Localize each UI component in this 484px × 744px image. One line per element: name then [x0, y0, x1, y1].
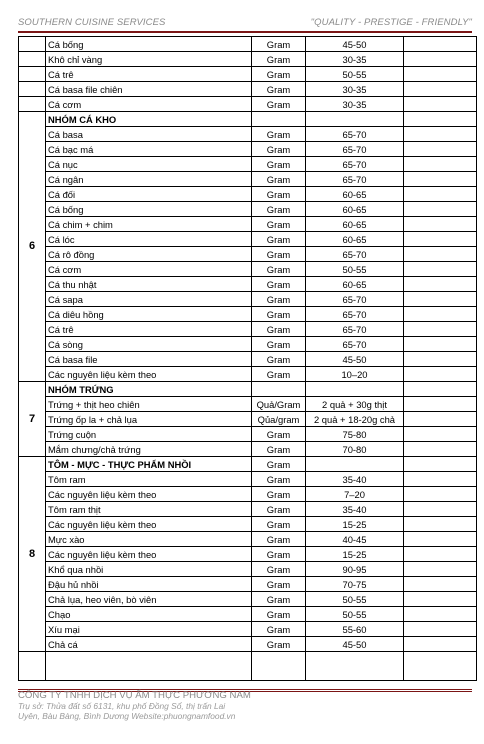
footer-address-line-1: Trụ sở: Thửa đất số 6131, khu phố Đồng Sổ, thị trấn Lai: [18, 701, 226, 711]
item-name: Cá trê: [46, 67, 252, 82]
group-number: 6: [19, 112, 46, 382]
table-row: [19, 67, 477, 82]
table-row: [19, 277, 477, 292]
note-cell: [404, 112, 477, 127]
note-cell: [404, 457, 477, 472]
item-qty: 50-55: [306, 262, 404, 277]
item-name: Trứng ốp la + chả lụa: [46, 412, 252, 427]
item-name: Cá bống: [46, 202, 252, 217]
note-cell: [404, 397, 477, 412]
note-cell: [404, 172, 477, 187]
item-name: Khô chỉ vàng: [46, 52, 252, 67]
item-unit: Gram: [252, 67, 306, 82]
item-unit: Gram: [252, 322, 306, 337]
item-qty: 70-75: [306, 577, 404, 592]
item-qty: 65-70: [306, 322, 404, 337]
group-header-row: [19, 112, 477, 127]
item-unit: Gram: [252, 157, 306, 172]
item-unit: Gram: [252, 442, 306, 457]
item-unit: Gram: [252, 142, 306, 157]
item-qty: 90-95: [306, 562, 404, 577]
table-row: [19, 292, 477, 307]
item-name: Cá basa: [46, 127, 252, 142]
note-cell: [404, 517, 477, 532]
group-header-row: [19, 382, 477, 397]
note-cell: [404, 622, 477, 637]
group-qty: [306, 457, 404, 472]
table-row: [19, 547, 477, 562]
note-cell: [404, 247, 477, 262]
table-row: [19, 637, 477, 652]
item-qty: 35-40: [306, 502, 404, 517]
no-cell: [19, 37, 46, 52]
item-qty: 40-45: [306, 532, 404, 547]
note-cell: [404, 187, 477, 202]
header-left-text: SOUTHERN CUISINE SERVICES: [18, 17, 166, 28]
note-cell: [404, 292, 477, 307]
item-name: Cá diêu hồng: [46, 307, 252, 322]
group-number: 8: [19, 457, 46, 652]
item-qty: 7–20: [306, 487, 404, 502]
note-cell: [404, 67, 477, 82]
table-row: [19, 127, 477, 142]
footer-address-line-2: Uyên, Bàu Bàng, Bình Dương Website:phuongnamfood.vn: [18, 711, 236, 721]
table-row: [19, 412, 477, 427]
table-row: [19, 517, 477, 532]
item-name: Cá nục: [46, 157, 252, 172]
item-qty: 75-80: [306, 427, 404, 442]
item-qty: 60-65: [306, 232, 404, 247]
blank-cell: [19, 652, 46, 681]
note-cell: [404, 487, 477, 502]
note-cell: [404, 442, 477, 457]
item-qty: 10–20: [306, 367, 404, 382]
item-name: Mắm chưng/chả trứng: [46, 442, 252, 457]
header-right-text: "QUALITY - PRESTIGE - FRIENDLY": [310, 17, 472, 28]
group-unit: Gram: [252, 457, 306, 472]
item-name: Cá bạc má: [46, 142, 252, 157]
item-name: Các nguyên liệu kèm theo: [46, 517, 252, 532]
item-qty: 65-70: [306, 247, 404, 262]
item-name: Cá lóc: [46, 232, 252, 247]
note-cell: [404, 577, 477, 592]
group-title: NHÓM TRỨNG: [46, 382, 252, 397]
item-qty: 2 quả + 18-20g chả: [306, 412, 404, 427]
item-name: Đậu hủ nhồi: [46, 577, 252, 592]
table-row: [19, 352, 477, 367]
no-cell: [19, 52, 46, 67]
item-name: Chả cá: [46, 637, 252, 652]
item-qty: 65-70: [306, 172, 404, 187]
group-title: TÔM - MỰC - THỰC PHẨM NHỒI: [46, 457, 252, 472]
note-cell: [404, 52, 477, 67]
item-qty: 65-70: [306, 157, 404, 172]
item-name: Các nguyên liệu kèm theo: [46, 367, 252, 382]
item-unit: Gram: [252, 277, 306, 292]
item-unit: Gram: [252, 532, 306, 547]
table-row: [19, 262, 477, 277]
note-cell: [404, 262, 477, 277]
item-unit: Gram: [252, 427, 306, 442]
table-row: [19, 247, 477, 262]
item-qty: 30-35: [306, 82, 404, 97]
item-unit: Qủa/gram: [252, 412, 306, 427]
item-unit: Gram: [252, 232, 306, 247]
table-row: [19, 322, 477, 337]
group-qty: [306, 112, 404, 127]
footer-company: CÔNG TY TNHH DỊCH VỤ ẨM THỰC PHƯƠNG NAM: [18, 690, 251, 701]
item-unit: Gram: [252, 97, 306, 112]
note-cell: [404, 367, 477, 382]
table-row: [19, 607, 477, 622]
item-name: Xíu mại: [46, 622, 252, 637]
item-name: Khổ qua nhồi: [46, 562, 252, 577]
item-qty: 30-35: [306, 97, 404, 112]
no-cell: [19, 67, 46, 82]
item-unit: Gram: [252, 547, 306, 562]
table-row: [19, 232, 477, 247]
item-unit: Gram: [252, 367, 306, 382]
table-row: [19, 502, 477, 517]
item-unit: Gram: [252, 217, 306, 232]
item-name: Các nguyên liệu kèm theo: [46, 487, 252, 502]
item-unit: Gram: [252, 37, 306, 52]
item-unit: Gram: [252, 472, 306, 487]
note-cell: [404, 532, 477, 547]
item-qty: 30-35: [306, 52, 404, 67]
item-qty: 55-60: [306, 622, 404, 637]
item-name: Cá cơm: [46, 97, 252, 112]
note-cell: [404, 502, 477, 517]
item-name: Cá sòng: [46, 337, 252, 352]
item-qty: 35-40: [306, 472, 404, 487]
table-row: [19, 367, 477, 382]
item-name: Cá chim + chim: [46, 217, 252, 232]
table-row: [19, 592, 477, 607]
item-qty: 65-70: [306, 127, 404, 142]
note-cell: [404, 142, 477, 157]
item-qty: 60-65: [306, 202, 404, 217]
blank-cell: [46, 652, 252, 681]
item-name: Cá basa file: [46, 352, 252, 367]
table-row: [19, 337, 477, 352]
item-name: Tôm ram thịt: [46, 502, 252, 517]
note-cell: [404, 337, 477, 352]
table-row: [19, 217, 477, 232]
item-unit: Gram: [252, 202, 306, 217]
item-name: Chả lụa, heo viên, bò viên: [46, 592, 252, 607]
blank-cell: [252, 652, 306, 681]
note-cell: [404, 277, 477, 292]
note-cell: [404, 82, 477, 97]
table-row: [19, 82, 477, 97]
blank-row: [19, 652, 477, 681]
table-row: [19, 37, 477, 52]
item-qty: 60-65: [306, 277, 404, 292]
page-header: [18, 17, 472, 31]
item-unit: Quả/Gram: [252, 397, 306, 412]
item-unit: Gram: [252, 487, 306, 502]
item-qty: 65-70: [306, 142, 404, 157]
item-name: Cá rô đồng: [46, 247, 252, 262]
item-qty: 15-25: [306, 547, 404, 562]
table-row: [19, 622, 477, 637]
note-cell: [404, 592, 477, 607]
item-unit: Gram: [252, 307, 306, 322]
item-name: Mực xào: [46, 532, 252, 547]
item-unit: Gram: [252, 337, 306, 352]
note-cell: [404, 472, 477, 487]
item-unit: Gram: [252, 502, 306, 517]
note-cell: [404, 217, 477, 232]
group-title: NHÓM CÁ KHO: [46, 112, 252, 127]
item-name: Tôm ram: [46, 472, 252, 487]
item-name: Chạo: [46, 607, 252, 622]
item-unit: Gram: [252, 292, 306, 307]
note-cell: [404, 202, 477, 217]
item-qty: 65-70: [306, 337, 404, 352]
item-name: Cá thu nhật: [46, 277, 252, 292]
table-row: [19, 157, 477, 172]
note-cell: [404, 562, 477, 577]
item-qty: 45-50: [306, 37, 404, 52]
group-unit: [252, 382, 306, 397]
note-cell: [404, 427, 477, 442]
note-cell: [404, 547, 477, 562]
table-row: [19, 142, 477, 157]
no-cell: [19, 82, 46, 97]
table-row: [19, 562, 477, 577]
menu-table-body: [19, 37, 477, 681]
item-qty: 45-50: [306, 352, 404, 367]
note-cell: [404, 127, 477, 142]
note-cell: [404, 37, 477, 52]
header-divider: [18, 31, 472, 33]
table-row: [19, 97, 477, 112]
item-qty: 65-70: [306, 292, 404, 307]
note-cell: [404, 607, 477, 622]
item-unit: Gram: [252, 592, 306, 607]
item-unit: Gram: [252, 262, 306, 277]
item-name: Trứng + thịt heo chiên: [46, 397, 252, 412]
blank-cell: [404, 652, 477, 681]
table-row: [19, 577, 477, 592]
group-unit: [252, 112, 306, 127]
item-unit: Gram: [252, 562, 306, 577]
table-row: [19, 427, 477, 442]
item-name: Cá basa file chiên: [46, 82, 252, 97]
table-row: [19, 202, 477, 217]
table-row: [19, 397, 477, 412]
item-qty: 45-50: [306, 637, 404, 652]
note-cell: [404, 307, 477, 322]
menu-table: [18, 36, 477, 681]
table-row: [19, 487, 477, 502]
table-row: [19, 172, 477, 187]
item-unit: Gram: [252, 172, 306, 187]
page-footer: [18, 690, 251, 721]
item-name: Cá đối: [46, 187, 252, 202]
table-row: [19, 442, 477, 457]
item-unit: Gram: [252, 352, 306, 367]
item-name: Cá cơm: [46, 262, 252, 277]
item-qty: 50-55: [306, 592, 404, 607]
no-cell: [19, 97, 46, 112]
item-qty: 70-80: [306, 442, 404, 457]
item-unit: Gram: [252, 577, 306, 592]
item-unit: Gram: [252, 622, 306, 637]
table-row: [19, 532, 477, 547]
item-unit: Gram: [252, 517, 306, 532]
table-row: [19, 187, 477, 202]
item-name: Cá bống: [46, 37, 252, 52]
item-unit: Gram: [252, 52, 306, 67]
item-unit: Gram: [252, 247, 306, 262]
item-unit: Gram: [252, 127, 306, 142]
item-unit: Gram: [252, 187, 306, 202]
item-qty: 50-55: [306, 607, 404, 622]
item-qty: 2 quả + 30g thịt: [306, 397, 404, 412]
table-row: [19, 472, 477, 487]
note-cell: [404, 97, 477, 112]
item-name: Cá trê: [46, 322, 252, 337]
note-cell: [404, 412, 477, 427]
group-number: 7: [19, 382, 46, 457]
item-qty: 60-65: [306, 217, 404, 232]
item-qty: 15-25: [306, 517, 404, 532]
item-name: Trứng cuộn: [46, 427, 252, 442]
note-cell: [404, 382, 477, 397]
table-row: [19, 307, 477, 322]
group-header-row: [19, 457, 477, 472]
item-unit: Gram: [252, 82, 306, 97]
group-qty: [306, 382, 404, 397]
note-cell: [404, 157, 477, 172]
item-qty: 65-70: [306, 307, 404, 322]
note-cell: [404, 322, 477, 337]
item-qty: 50-55: [306, 67, 404, 82]
table-row: [19, 52, 477, 67]
item-unit: Gram: [252, 607, 306, 622]
item-name: Cá sapa: [46, 292, 252, 307]
item-name: Các nguyên liệu kèm theo: [46, 547, 252, 562]
note-cell: [404, 637, 477, 652]
item-qty: 60-65: [306, 187, 404, 202]
blank-cell: [306, 652, 404, 681]
item-name: Cá ngân: [46, 172, 252, 187]
note-cell: [404, 232, 477, 247]
note-cell: [404, 352, 477, 367]
item-unit: Gram: [252, 637, 306, 652]
